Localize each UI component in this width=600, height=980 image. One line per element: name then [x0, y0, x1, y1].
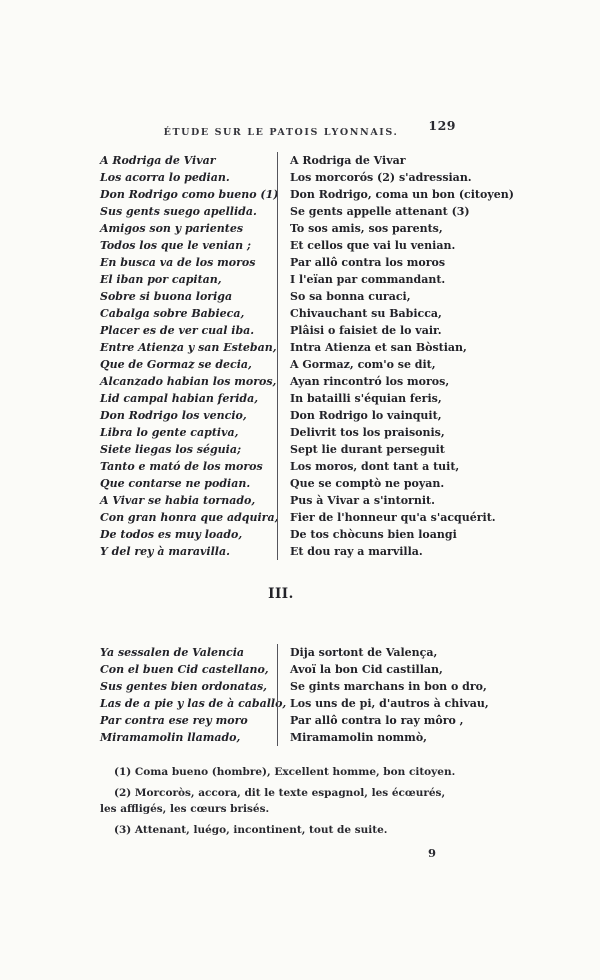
verse-line: Delivrit tos los praisonis,	[290, 426, 445, 439]
stanza-2-patois-column	[277, 644, 489, 746]
verse-line: Cabalga sobre Babieca,	[100, 307, 245, 320]
verse-line: Placer es de ver cual iba.	[100, 324, 255, 337]
verse-line: Los acorra lo pedian.	[100, 171, 230, 184]
verse-line: Que contarse ne podian.	[100, 477, 251, 490]
verse-line: Don Rodrigo los vencio,	[100, 409, 247, 422]
verse-line: Los morcorós (2) s'adressian.	[290, 171, 472, 184]
stanza-1-spanish-column	[100, 152, 277, 560]
verse-line: Intra Atienza et san Bòstian,	[290, 341, 467, 354]
verse-line: Que se comptò ne poyan.	[290, 477, 445, 490]
running-title: ÉTUDE SUR LE PATOIS LYONNAIS.	[163, 127, 399, 138]
verse-line: Con el buen Cid castellano,	[100, 663, 269, 676]
stanza-2	[100, 644, 489, 746]
verse-line: Pus à Vivar a s'intornit.	[290, 494, 435, 507]
verse-line: Don Rodrigo como bueno (1)	[100, 188, 279, 201]
verse-line: Entre Atienza y san Esteban,	[100, 341, 277, 354]
verse-line: Fier de l'honneur qu'a s'acquérit.	[290, 511, 496, 524]
verse-line: Chivauchant su Babicca,	[290, 307, 442, 320]
verse-line: Y del rey à maravilla.	[100, 545, 230, 558]
verse-line: To sos amis, sos parents,	[290, 222, 443, 235]
verse-line: Sus gents suego apellida.	[100, 205, 257, 218]
verse-line: Et cellos que vai lu venian.	[290, 239, 456, 252]
verse-line: Tanto e mató de los moros	[100, 460, 263, 473]
verse-line: Ayan rincontró los moros,	[290, 375, 450, 388]
verse-line: A Vivar se habia tornado,	[100, 494, 256, 507]
verse-line: A Rodriga de Vivar	[290, 154, 406, 167]
verse-line: Lid campal habian ferida,	[100, 392, 259, 405]
verse-line: Par allô contra lo ray môro ,	[290, 714, 464, 727]
verse-line: De tos chòcuns bien loangi	[290, 528, 457, 541]
verse-line: Con gran honra que adquira,	[100, 511, 279, 524]
verse-line: Se gints marchans in bon o dro,	[290, 680, 487, 693]
footnote: (2) Morcoròs, accora, dit le texte espagnol, les écœurés, les affligés, les cœurs brisés.	[100, 787, 446, 815]
verse-line: Dija sortont de Valença,	[290, 646, 438, 659]
footnote: (1) Coma bueno (hombre), Excellent homme, bon citoyen.	[114, 766, 456, 778]
verse-line: In batailli s'équian feris,	[290, 392, 442, 405]
verse-line: Sus gentes bien ordonatas,	[100, 680, 267, 693]
verse-line: De todos es muy loado,	[100, 528, 243, 541]
signature-mark: 9	[427, 846, 436, 860]
footnote: (3) Attenant, luégo, incontinent, tout de suite.	[114, 824, 388, 836]
section-heading-iii: III.	[268, 586, 294, 602]
verse-line: Los uns de pi, d'autros à chivau,	[290, 697, 489, 710]
verse-line: Libra lo gente captiva,	[100, 426, 239, 439]
verse-line: Miramamolin nommò,	[290, 731, 427, 744]
verse-line: I l'eïan par commandant.	[290, 273, 446, 286]
verse-line: Par contra ese rey moro	[100, 714, 248, 727]
verse-line: Amigos son y parientes	[100, 222, 244, 235]
page-number: 129	[428, 118, 456, 133]
verse-line: Ya sessalen de Valencia	[100, 646, 245, 659]
verse-line: Siete liegas los séguia;	[100, 443, 242, 456]
verse-line: A Gormaz, com'o se dit,	[290, 358, 436, 371]
footnotes-block	[100, 764, 462, 838]
verse-line: So sa bonna curaci,	[290, 290, 411, 303]
verse-line: Sobre si buona loriga	[100, 290, 233, 303]
verse-line: Que de Gormaz se decia,	[100, 358, 252, 371]
stanza-1-patois-column	[277, 152, 514, 560]
verse-line: Don Rodrigo lo vainquit,	[290, 409, 442, 422]
running-header	[100, 120, 462, 136]
verse-line: Don Rodrigo, coma un bon (citoyen)	[290, 188, 514, 201]
page-content	[100, 118, 514, 860]
verse-line: Et dou ray a marvilla.	[290, 545, 423, 558]
verse-line: Miramamolin llamado,	[100, 731, 241, 744]
verse-line: El iban por capitan,	[100, 273, 222, 286]
verse-line: Alcanzado habian los moros,	[100, 375, 277, 388]
verse-line: A Rodriga de Vivar	[100, 154, 216, 167]
verse-line: Las de a pie y las de à caballo,	[100, 697, 287, 710]
verse-line: Plâisi o faisiet de lo vair.	[290, 324, 442, 337]
verse-line: En busca va de los moros	[100, 256, 256, 269]
stanza-1	[100, 152, 514, 560]
verse-line: Sept lie durant perseguit	[290, 443, 445, 456]
verse-line: Se gents appelle attenant (3)	[290, 205, 470, 218]
verse-line: Par allô contra los moros	[290, 256, 446, 269]
verse-line: Todos los que le venian ;	[100, 239, 251, 252]
verse-line: Los moros, dont tant a tuit,	[290, 460, 460, 473]
verse-line: Avoï la bon Cid castillan,	[290, 663, 443, 676]
stanza-2-spanish-column	[100, 644, 287, 746]
